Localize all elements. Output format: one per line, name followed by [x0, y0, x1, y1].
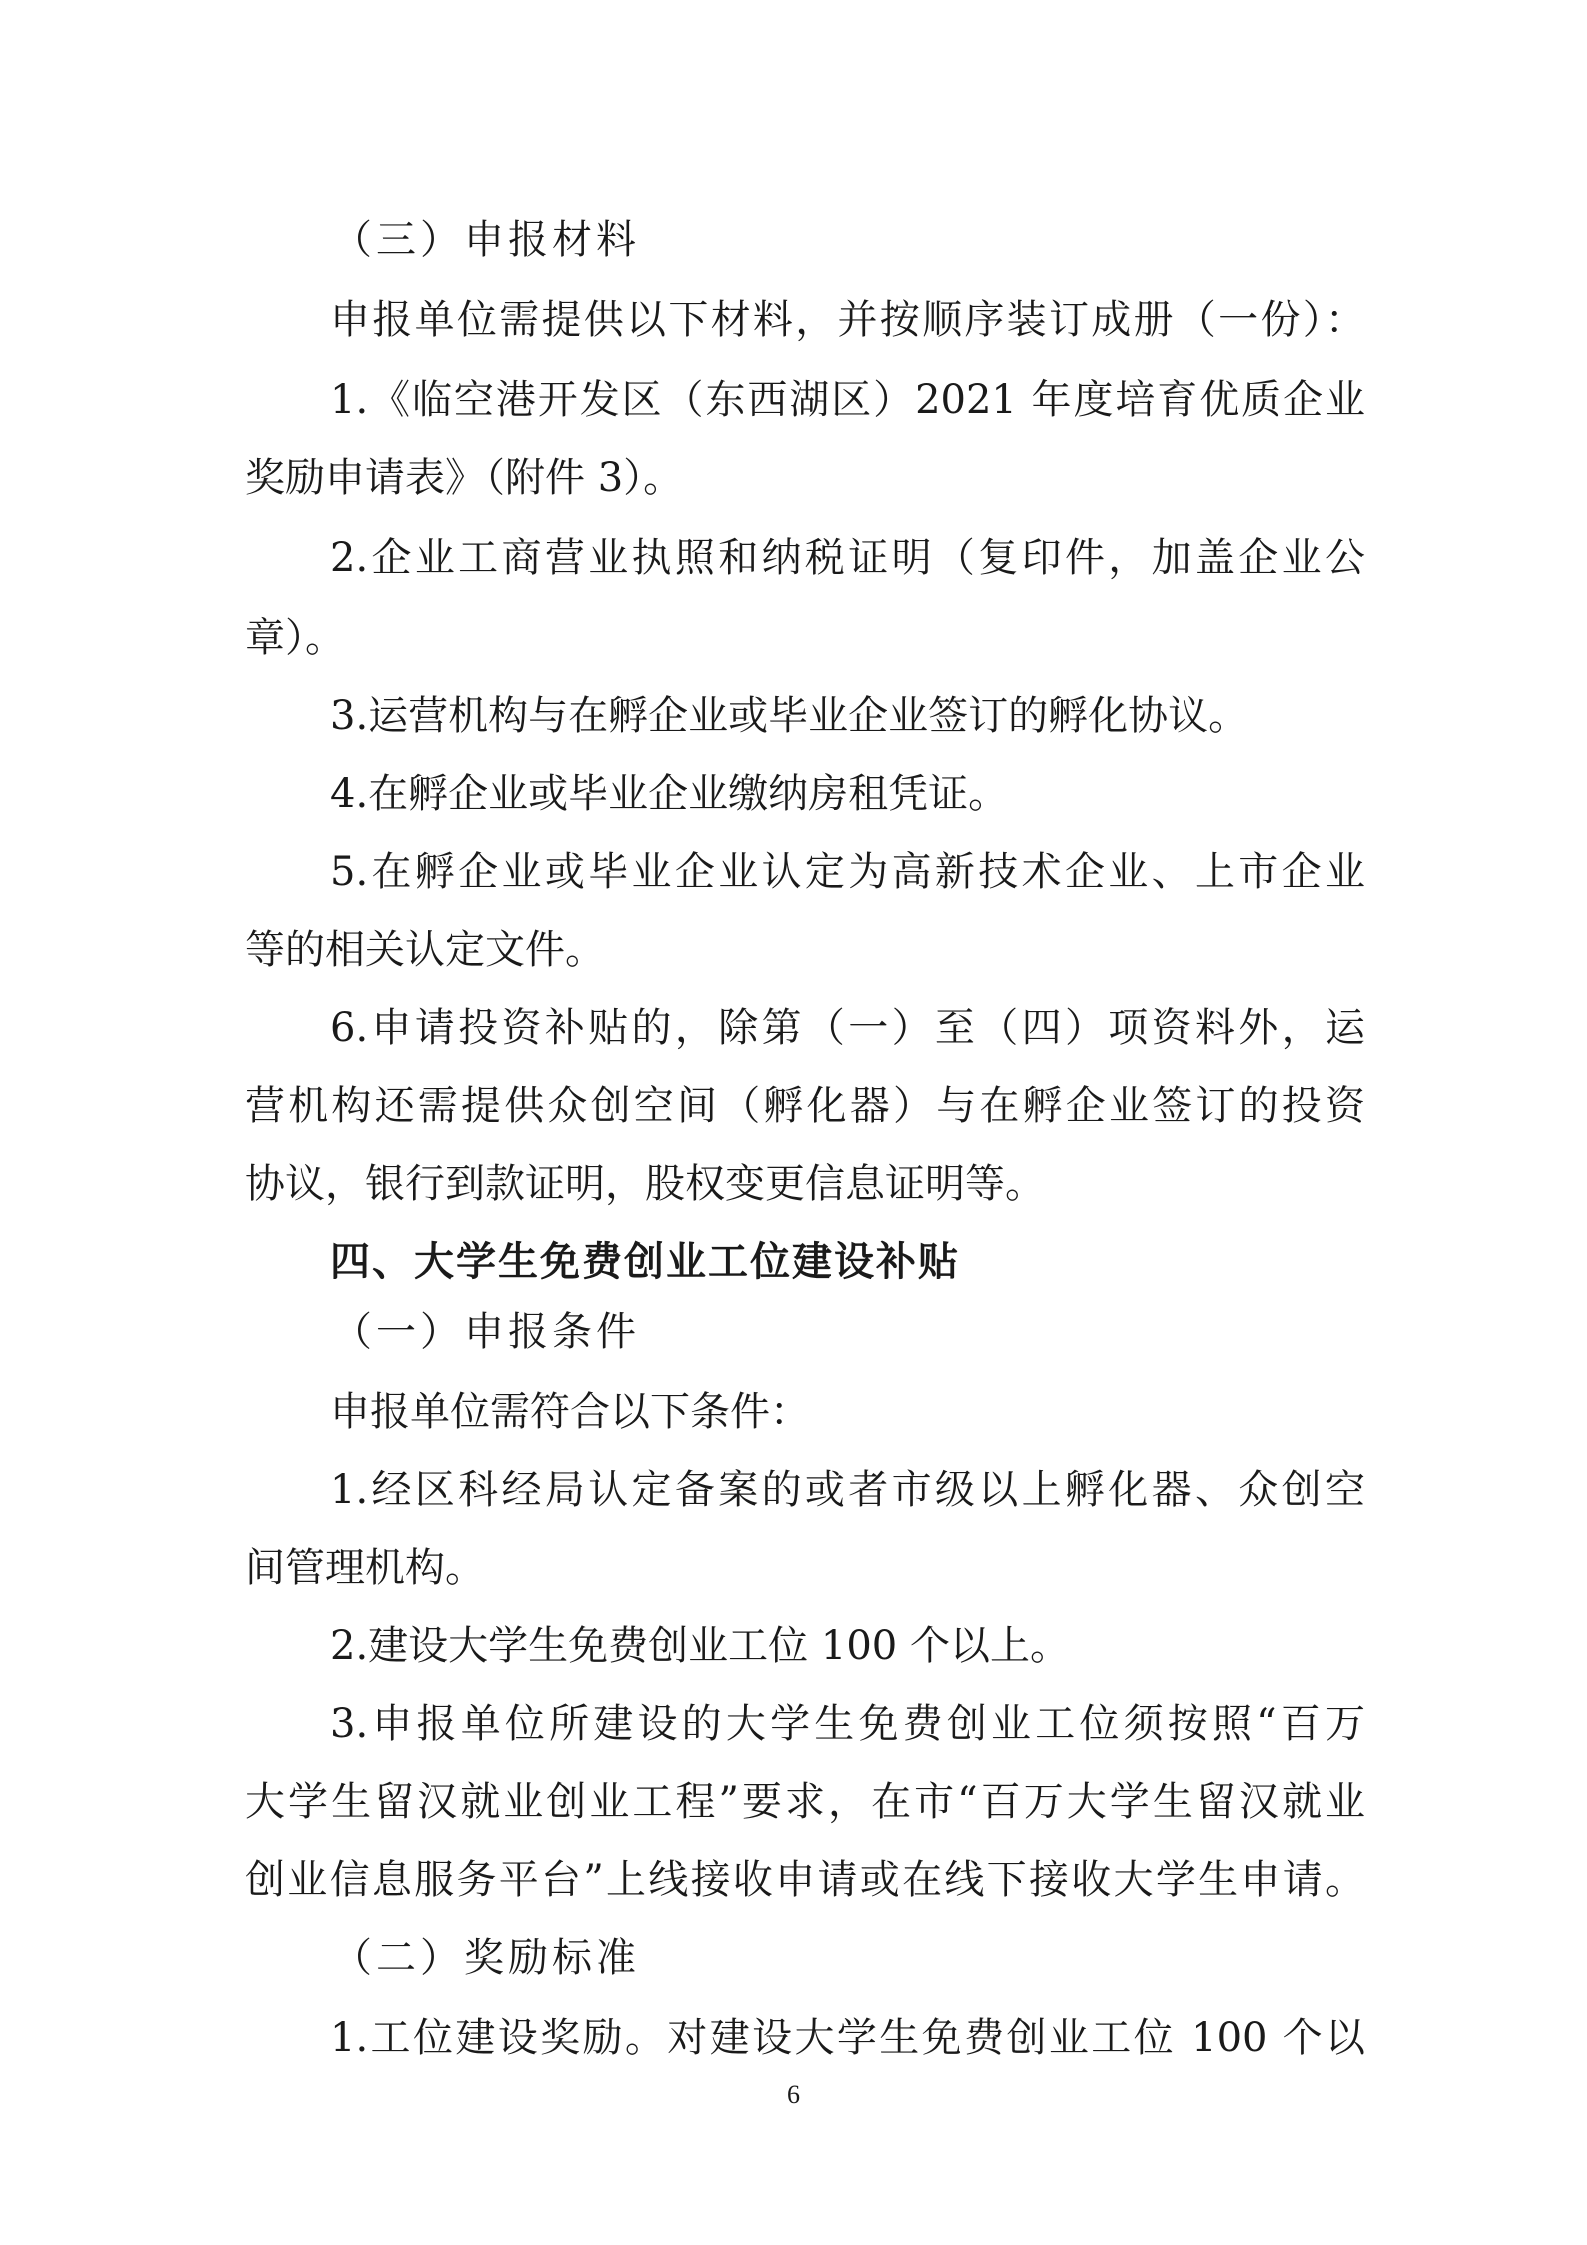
- paragraph-line: 间管理机构。: [245, 1545, 485, 1591]
- paragraph-line: 等的相关认定文件。: [245, 927, 605, 973]
- section-heading-reward: （二）奖励标准: [332, 1935, 640, 1981]
- paragraph-line: 协议，银行到款证明，股权变更信息证明等。: [245, 1161, 1045, 1207]
- paragraph-line: 6.申请投资补贴的，除第（一）至（四）项资料外，运: [330, 1005, 1365, 1051]
- section-heading-subsidy: 四、大学生免费创业工位建设补贴: [330, 1239, 960, 1285]
- paragraph-line: 营机构还需提供众创空间（孵化器）与在孵企业签订的投资: [245, 1083, 1365, 1129]
- paragraph-line: 创业信息服务平台”上线接收申请或在线下接收大学生申请。: [245, 1857, 1365, 1903]
- section-heading-conditions: （一）申报条件: [332, 1309, 640, 1355]
- paragraph-line: 2.建设大学生免费创业工位 100 个以上。: [330, 1623, 1070, 1669]
- page-number: 6: [787, 2080, 800, 2109]
- paragraph-line: 申报单位需符合以下条件：: [330, 1389, 810, 1435]
- paragraph-line: 3.申报单位所建设的大学生免费创业工位须按照“百万: [330, 1701, 1365, 1747]
- paragraph-line: 奖励申请表》（附件 3）。: [245, 455, 684, 501]
- paragraph-line: 1.工位建设奖励。对建设大学生免费创业工位 100 个以: [330, 2015, 1365, 2061]
- paragraph-line: 章）。: [245, 615, 345, 661]
- paragraph-line: 大学生留汉就业创业工程”要求，在市“百万大学生留汉就业: [245, 1779, 1365, 1825]
- section-heading-materials: （三）申报材料: [332, 217, 640, 263]
- paragraph-line: 3.运营机构与在孵企业或毕业企业签订的孵化协议。: [330, 693, 1249, 739]
- paragraph-line: 1.经区科经局认定备案的或者市级以上孵化器、众创空: [330, 1467, 1365, 1513]
- paragraph-line: 4.在孵企业或毕业企业缴纳房租凭证。: [330, 771, 1009, 817]
- paragraph-line: 申报单位需提供以下材料，并按顺序装订成册（一份）：: [330, 297, 1365, 343]
- paragraph-line: 2.企业工商营业执照和纳税证明（复印件，加盖企业公: [330, 535, 1365, 581]
- paragraph-line: 5.在孵企业或毕业企业认定为高新技术企业、上市企业: [330, 849, 1365, 895]
- paragraph-line: 1.《临空港开发区（东西湖区）2021 年度培育优质企业: [330, 377, 1365, 423]
